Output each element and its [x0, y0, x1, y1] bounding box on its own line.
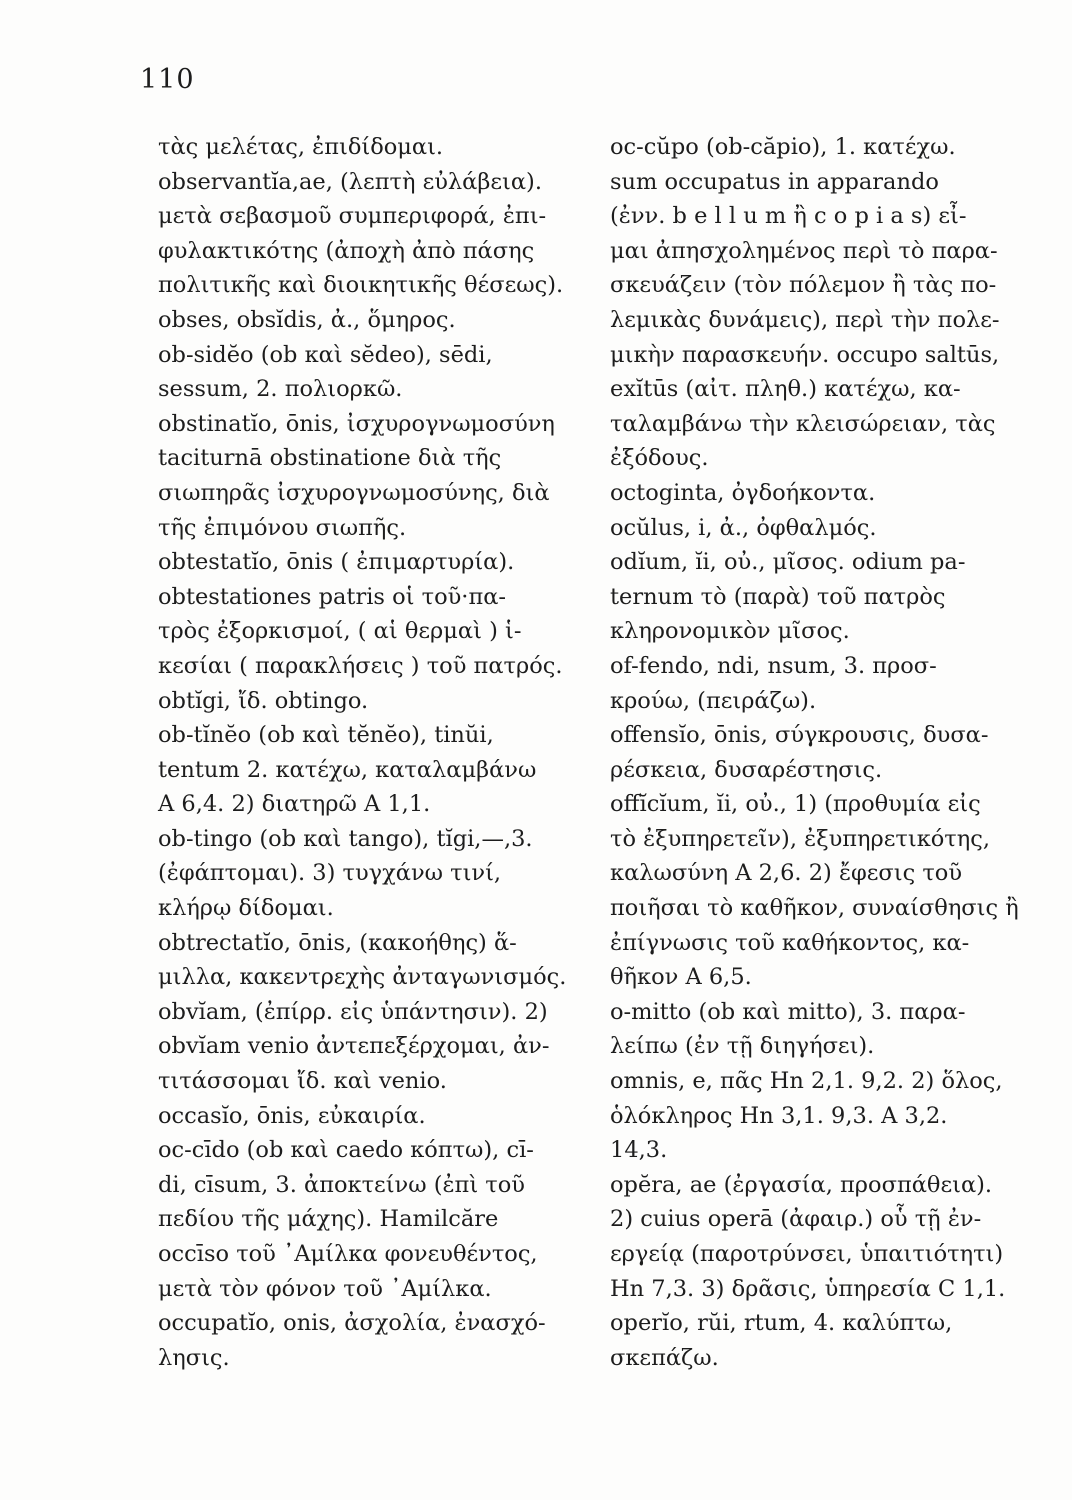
dictionary-line: ocŭlus, i, ἀ., ὀφθαλμός.	[610, 514, 877, 541]
dictionary-line: πεδίου τῆς μάχης). Hamilcăre	[158, 1206, 499, 1233]
dictionary-line: τὰς μελέτας, ἐπιδίδομαι.	[158, 134, 444, 160]
dictionary-line: oc-cīdo (ob καὶ caedo κόπτω), cī-	[158, 1137, 534, 1164]
dictionary-line: occasĭo, ōnis, εὐκαιρία.	[158, 1102, 426, 1129]
dictionary-line: τιτάσσομαι ἴδ. καὶ venio.	[158, 1068, 447, 1095]
dictionary-line: κλήρῳ δίδομαι.	[158, 895, 334, 922]
dictionary-line: μαι ἀπησχολημένος περὶ τὸ παρα-	[610, 237, 998, 264]
dictionary-line: offĭcĭum, ĭi, οὐ., 1) (προθυμία εἰς	[610, 791, 981, 818]
dictionary-line: opĕra, ae (ἐργασία, προσπάθεια).	[610, 1171, 993, 1198]
dictionary-line: offensĭo, ōnis, σύγκρουσις, δυσα-	[610, 722, 989, 749]
dictionary-line: κρούω, (πειράζω).	[610, 687, 817, 714]
dictionary-line: κεσίαι ( παρακλήσεις ) τοῦ πατρός.	[158, 652, 563, 679]
dictionary-line: exĭtūs (αἰτ. πληθ.) κατέχω, κα-	[610, 376, 961, 403]
right-column	[610, 130, 1060, 1375]
dictionary-line: obtestationes patris οἱ τοῦ·πα-	[158, 583, 507, 610]
dictionary-line: μικὴν παρασκευήν. occupo saltūs,	[610, 341, 1000, 368]
dictionary-line: 2) cuius operā (ἀφαιρ.) οὗ τῇ ἐν-	[610, 1206, 982, 1233]
dictionary-line: ποιῆσαι τὸ καθῆκον, συναίσθησις ἢ	[610, 895, 1019, 922]
dictionary-line: tentum 2. κατέχω, καταλαμβάνω	[158, 756, 537, 783]
dictionary-line: ob-tingo (ob καὶ tango), tĭgi,—,3.	[158, 825, 533, 852]
dictionary-line: of-fendo, ndi, nsum, 3. προσ-	[610, 652, 937, 679]
dictionary-line: omnis, e, πᾶς Hn 2,1. 9,2. 2) ὅλος,	[610, 1068, 1003, 1095]
dictionary-line: taciturnā obstinatione διὰ τῆς	[158, 445, 502, 472]
dictionary-line: κληρονομικὸν μῖσος.	[610, 618, 850, 645]
dictionary-line: λείπω (ἐν τῇ διηγήσει).	[610, 1033, 875, 1060]
dictionary-line: πολιτικῆς καὶ διοικητικῆς θέσεως).	[158, 272, 564, 299]
dictionary-line: ὁλόκληρος Hn 3,1. 9,3. A 3,2.	[610, 1102, 948, 1129]
dictionary-line: ἐξόδους.	[610, 445, 709, 472]
dictionary-line: μετὰ τὸν φόνον τοῦ ᾿Αμίλκα.	[158, 1275, 492, 1302]
dictionary-line: λησις.	[158, 1344, 230, 1371]
dictionary-line: εργείᾳ (παροτρύνσει, ὑπαιτιότητι)	[610, 1241, 1004, 1267]
dictionary-line: ternum τὸ (παρὰ) τοῦ πατρὸς	[610, 583, 946, 610]
dictionary-line: obses, obsĭdis, ἀ., ὅμηρος.	[158, 306, 456, 333]
dictionary-line: λεμικὰς δυνάμεις), περὶ τὴν πολε-	[610, 306, 1000, 333]
dictionary-line: A 6,4. 2) διατηρῶ A 1,1.	[158, 791, 431, 818]
dictionary-line: θῆκον A 6,5.	[610, 964, 752, 991]
dictionary-line: observantĭa,ae, (λεπτὴ εὐλάβεια).	[158, 168, 542, 195]
dictionary-line: μιλλα, κακεντρεχὴς ἀνταγωνισμός.	[158, 964, 567, 991]
dictionary-line: obvĭam venio ἀντεπεξέρχομαι, ἀν-	[158, 1033, 550, 1060]
dictionary-line: (ἐνν. b e l l u m ἢ c o p i a s) εἶ-	[610, 203, 967, 230]
dictionary-line: τρὸς ἐξορκισμοί, ( αἱ θερμαὶ ) ἱ-	[158, 618, 522, 645]
dictionary-line: φυλακτικότης (ἀποχὴ ἀπὸ πάσης	[158, 237, 535, 264]
dictionary-line: Hn 7,3. 3) δρᾶσις, ὑπηρεσία C 1,1.	[610, 1275, 1006, 1302]
dictionary-line: 14,3.	[610, 1137, 668, 1164]
left-column	[158, 130, 600, 1375]
dictionary-line: di, cīsum, 3. ἀποκτείνω (ἐπὶ τοῦ	[158, 1171, 525, 1198]
dictionary-line: sessum, 2. πολιορκῶ.	[158, 376, 403, 403]
dictionary-line: obtĭgi, ἴδ. obtingo.	[158, 687, 369, 714]
page-number: 110	[140, 64, 195, 95]
dictionary-line: σκεπάζω.	[610, 1344, 719, 1371]
dictionary-line: odĭum, ĭi, οὐ., μῖσος. odium pa-	[610, 549, 966, 576]
dictionary-line: operĭo, rŭi, rtum, 4. καλύπτω,	[610, 1310, 953, 1337]
dictionary-line: ρέσκεια, δυσαρέστησις.	[610, 756, 883, 783]
dictionary-line: obtestatĭo, ōnis ( ἐπιμαρτυρία).	[158, 549, 515, 576]
dictionary-line: σιωπηρᾶς ἰσχυρογνωμοσύνης, διὰ	[158, 479, 550, 506]
dictionary-line: obstinatĭo, ōnis, ἰσχυρογνωμοσύνη	[158, 410, 555, 437]
dictionary-line: obtrectatĭo, ōnis, (κακοήθης) ἅ-	[158, 929, 517, 956]
dictionary-line: occupatĭo, onis, ἀσχολία, ἐνασχό-	[158, 1310, 546, 1337]
dictionary-line: (ἐφάπτομαι). 3) τυγχάνω τινί,	[158, 860, 502, 887]
dictionary-line: sum occupatus in apparando	[610, 168, 939, 195]
dictionary-line: καλωσύνη A 2,6. 2) ἔφεσις τοῦ	[610, 860, 963, 887]
dictionary-line: occīso τοῦ ᾿Αμίλκα φονευθέντος,	[158, 1241, 538, 1267]
dictionary-line: μετὰ σεβασμοῦ συμπεριφορά, ἐπι-	[158, 203, 547, 230]
dictionary-line: ἐπίγνωσις τοῦ καθήκοντος, κα-	[610, 929, 970, 956]
dictionary-line: oc-cŭpo (ob-căpio), 1. κατέχω.	[610, 134, 956, 160]
dictionary-line: octoginta, ὀγδοήκοντα.	[610, 479, 876, 506]
dictionary-line: ταλαμβάνω τὴν κλεισώρειαν, τὰς	[610, 410, 996, 437]
dictionary-line: τὸ ἐξυπηρετεῖν), ἐξυπηρετικότης,	[610, 825, 990, 852]
dictionary-line: ob-tĭnĕo (ob καὶ tĕnĕo), tinŭi,	[158, 722, 494, 749]
dictionary-line: τῆς ἐπιμόνου σιωπῆς.	[158, 514, 407, 541]
dictionary-line: ob-sidĕo (ob καὶ sĕdeo), sēdi,	[158, 341, 493, 368]
dictionary-line: obvĭam, (ἐπίρρ. εἰς ὑπάντησιν). 2)	[158, 998, 548, 1025]
dictionary-line: o-mitto (ob καὶ mitto), 3. παρα-	[610, 998, 966, 1025]
dictionary-line: σκευάζειν (τὸν πόλεμον ἢ τὰς πο-	[610, 272, 997, 299]
